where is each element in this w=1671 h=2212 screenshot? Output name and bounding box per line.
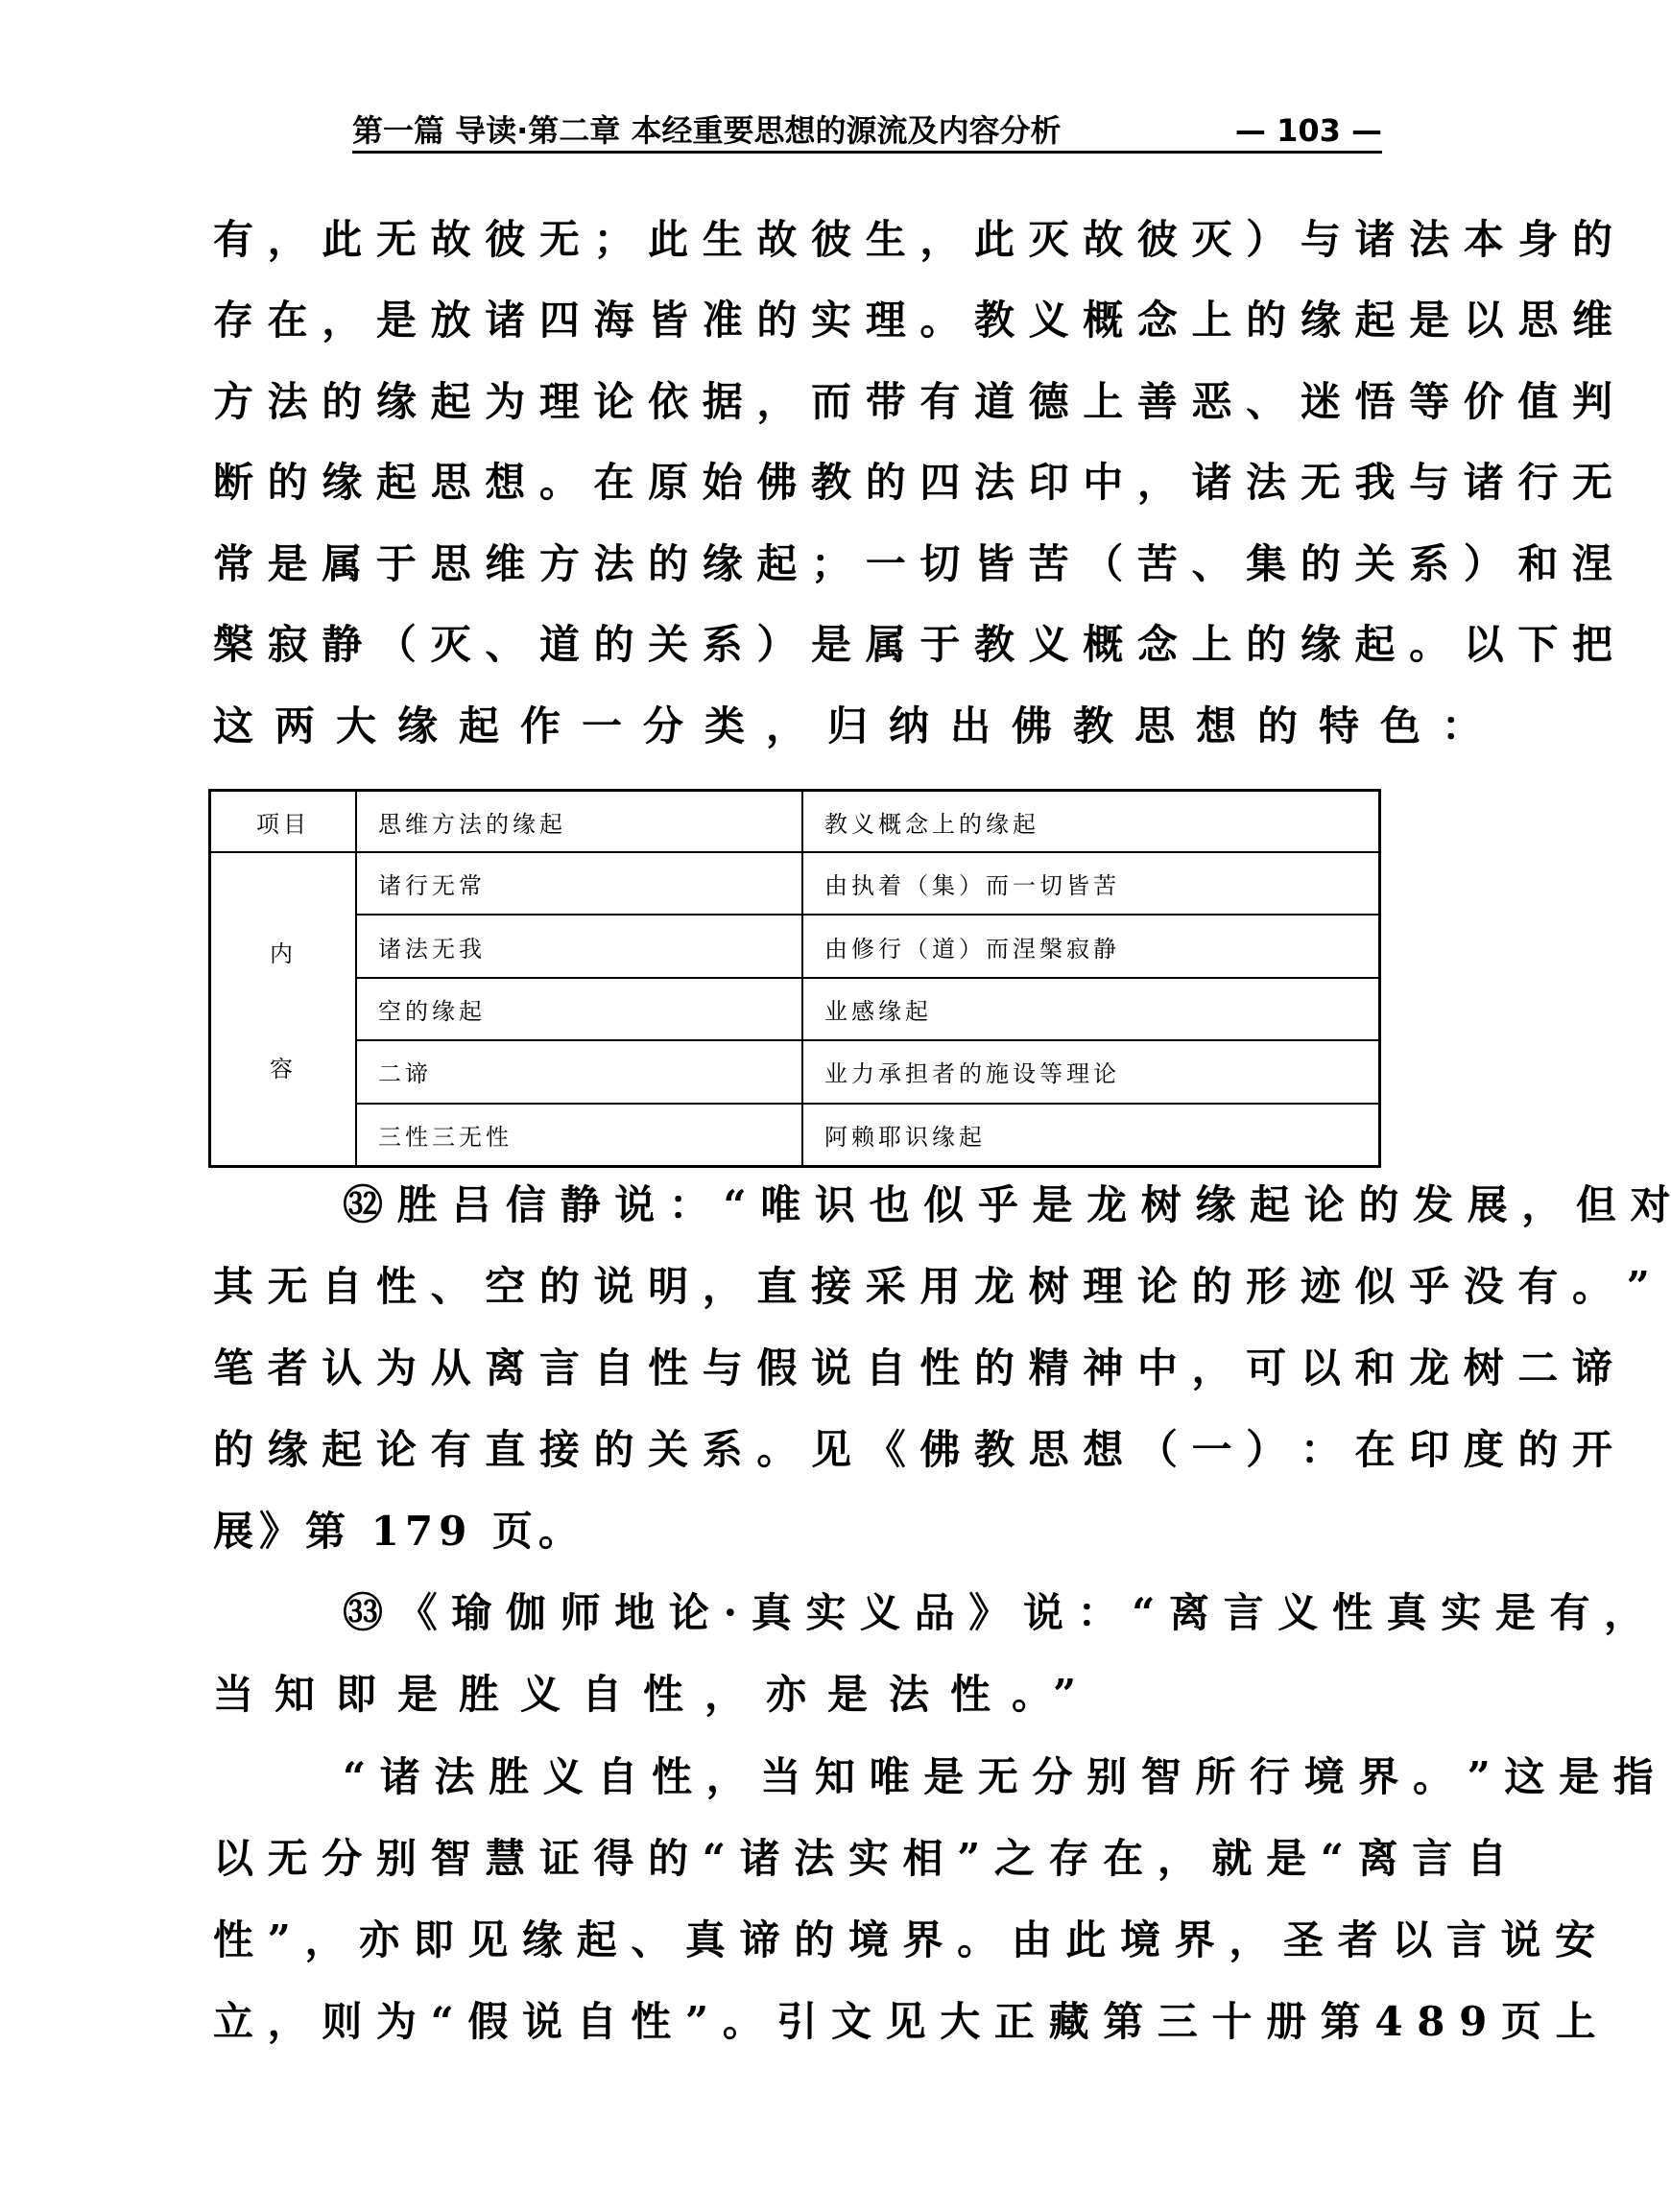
table-cell: 诸法无我 bbox=[356, 915, 802, 977]
table-header-cell: 项目 bbox=[210, 791, 357, 853]
table-row bbox=[210, 915, 1380, 977]
table-row bbox=[210, 1104, 1380, 1167]
table-header-cell: 思维方法的缘起 bbox=[356, 791, 802, 853]
text-line: 其 无 自 性 、 空 的 说 明 ， 直 接 采 用 龙 树 理 论 的 形 迹 似 乎 没 有 。 ” bbox=[213, 1263, 1650, 1310]
table-cell: 业力承担者的施设等理论 bbox=[802, 1040, 1380, 1103]
table-cell: 由执着（集）而一切皆苦 bbox=[802, 852, 1380, 915]
text-line: 当知即是胜义自性，亦是法性。” bbox=[213, 1671, 1098, 1718]
text-line: 立 ， 则 为 “ 假 说 自 性 ” 。 引 文 见 大 正 藏 第 三 十 册 第 4 8 9 页 上 bbox=[213, 1998, 1596, 2045]
table-row bbox=[210, 852, 1380, 915]
text-line: 槃 寂 静 （ 灭 、 道 的 关 系 ） 是 属 于 教 义 概 念 上 的 缘 起 。 以 下 把 bbox=[213, 621, 1613, 668]
table-header-row bbox=[210, 791, 1380, 853]
text-line: 展》第 179 页。 bbox=[213, 1508, 585, 1555]
running-title: 第一篇 导读·第二章 本经重要思想的源流及内容分析 bbox=[352, 112, 1062, 149]
text-line: 性 ” ， 亦 即 见 缘 起 、 真 谛 的 境 界 。 由 此 境 界 ， 圣 者 以 言 说 安 bbox=[213, 1916, 1596, 1963]
header-rule bbox=[352, 151, 1382, 154]
table-header-cell: 教义概念上的缘起 bbox=[802, 791, 1380, 853]
table-cell: 诸行无常 bbox=[356, 852, 802, 915]
text-line: 方 法 的 缘 起 为 理 论 依 据 ， 而 带 有 道 德 上 善 恶 、 迷 悟 等 价 值 判 bbox=[213, 378, 1613, 425]
row-label-cell bbox=[210, 852, 357, 1167]
table-cell: 阿赖耶识缘起 bbox=[802, 1104, 1380, 1167]
text-line: 存 在 ， 是 放 诸 四 海 皆 准 的 实 理 。 教 义 概 念 上 的 缘 起 是 以 思 维 bbox=[213, 297, 1613, 344]
text-line: 这两大缘起作一分类，归纳出佛教思想的特色： bbox=[213, 702, 1504, 749]
text-line: 常 是 属 于 思 维 方 法 的 缘 起 ； 一 切 皆 苦 （ 苦 、 集 的 关 系 ） 和 涅 bbox=[213, 540, 1613, 587]
comparison-table bbox=[208, 789, 1381, 1168]
table-cell: 由修行（道）而涅槃寂静 bbox=[802, 915, 1380, 977]
table-cell: 空的缘起 bbox=[356, 978, 802, 1040]
table-cell: 业感缘起 bbox=[802, 978, 1380, 1040]
table-cell: 二谛 bbox=[356, 1040, 802, 1103]
text-line: “ 诸 法 胜 义 自 性 ， 当 知 唯 是 无 分 别 智 所 行 境 界 。 ” 这 是 指 bbox=[343, 1753, 1654, 1800]
text-line: 有 ， 此 无 故 彼 无 ； 此 生 故 彼 生 ， 此 灭 故 彼 灭 ） 与 诸 法 本 身 的 bbox=[213, 216, 1613, 263]
text-line: 断 的 缘 起 思 想 。 在 原 始 佛 教 的 四 法 印 中 ， 诸 法 无 我 与 诸 行 无 bbox=[213, 459, 1613, 506]
text-line: 以 无 分 别 智 慧 证 得 的 “ 诸 法 实 相 ” 之 存 在 ， 就 是 “ 离 言 自 bbox=[213, 1835, 1507, 1882]
note-83-line: ㉝ 《 瑜 伽 师 地 论 · 真 实 义 品 》 说 ： “ 离 言 义 性 真 实 是 有 ， bbox=[343, 1589, 1645, 1636]
row-label-char: 容 bbox=[270, 1056, 297, 1082]
table-cell: 三性三无性 bbox=[356, 1104, 802, 1167]
table-row bbox=[210, 978, 1380, 1040]
text-line: 笔 者 认 为 从 离 言 自 性 与 假 说 自 性 的 精 神 中 ， 可 以 和 龙 树 二 谛 bbox=[213, 1344, 1613, 1391]
text-line: 的 缘 起 论 有 直 接 的 关 系 。 见 《 佛 教 思 想 （ 一 ） ： 在 印 度 的 开 bbox=[213, 1426, 1613, 1473]
running-header bbox=[352, 111, 1382, 150]
note-82-line: ㉜ 胜 吕 信 静 说 ： “ 唯 识 也 似 乎 是 龙 树 缘 起 论 的 发 展 ， 但 对 bbox=[343, 1181, 1671, 1228]
table-row bbox=[210, 1040, 1380, 1103]
page-number: — 103 — bbox=[1234, 112, 1382, 149]
row-label-char: 内 bbox=[270, 940, 297, 967]
